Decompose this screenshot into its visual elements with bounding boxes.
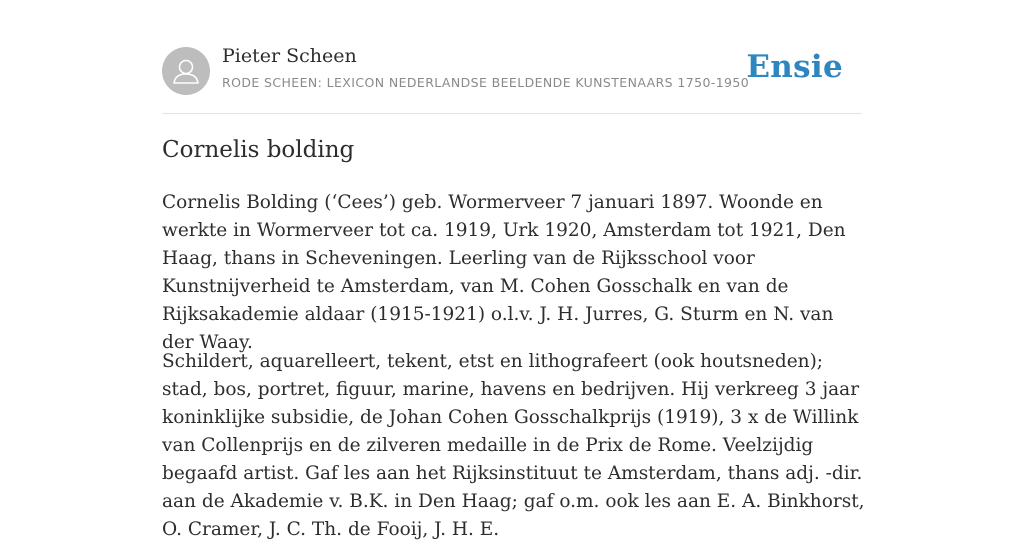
user-silhouette-icon <box>162 47 210 95</box>
ensie-logo[interactable]: Ensie <box>746 49 843 85</box>
article-header <box>162 0 862 114</box>
page-container <box>162 0 865 540</box>
author-avatar[interactable] <box>162 47 210 95</box>
article-title: Cornelis bolding <box>162 137 355 163</box>
article-paragraph-2: Schildert, aquarelleert, tekent, etst en lithografeert (ook houtsneden); stad, bos, portret, figuur, marine, havens en bedrijven. Hij verkreeg 3 jaar koninklijke subsidie, de Johan Cohen Gosschalkprijs (1919), 3 x de Willink van Collenprijs en de zilveren medaille in de Prix de Rome. Veelzijdig begaafd artist. Gaf les aan het Rijksinstituut te Amsterdam, thans adj. -dir. aan de Akademie v. B.K. in Den Haag; gaf o.m. ook les aan E. A. Binkhorst, O. Cramer, J. C. Th. de Fooij, J. H. E. <box>162 351 865 540</box>
article-paragraph-1: Cornelis Bolding (‘Cees’) geb. Wormerveer 7 januari 1897. Woonde en werkte in Wormerveer tot ca. 1919, Urk 1920, Amsterdam tot 1921, Den Haag, thans in Scheveningen. Leerling van de Rijksschool voor Kunstnijverheid te Amsterdam, van M. Cohen Gosschalk en van de Rijksakademie aldaar (1915-1921) o.l.v. J. H. Jurres, G. Sturm en N. van der Waay. <box>162 192 846 353</box>
author-name[interactable]: Pieter Scheen <box>222 45 357 67</box>
source-title[interactable]: RODE SCHEEN: LEXICON NEDERLANDSE BEELDENDE KUNSTENAARS 1750-1950 <box>222 75 750 90</box>
